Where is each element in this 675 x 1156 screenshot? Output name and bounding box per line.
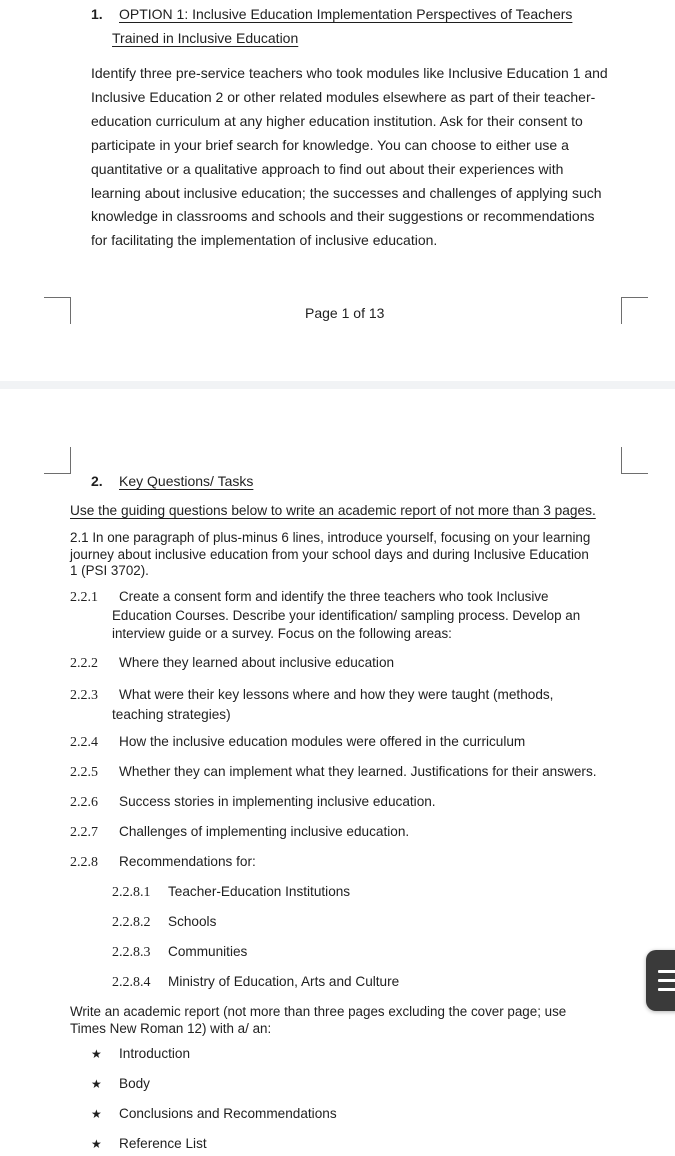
item-text: interview guide or a survey. Focus on the following areas: bbox=[112, 626, 452, 641]
option-title-line1: OPTION 1: Inclusive Education Implementation Perspectives of Teachers bbox=[119, 6, 573, 22]
item-text: Recommendations for: bbox=[119, 854, 256, 869]
subitem-number: 2.2.8.4 bbox=[112, 975, 151, 990]
subitem-number: 2.2.8.2 bbox=[112, 915, 151, 930]
page-corner-bottom-left bbox=[44, 297, 71, 324]
item-text: Create a consent form and identify the three teachers who took Inclusive bbox=[119, 589, 549, 604]
bullet-item bbox=[91, 1076, 150, 1091]
bullet-text: Body bbox=[119, 1076, 150, 1091]
item-2-2-1 bbox=[70, 588, 630, 643]
subitem-text: Communities bbox=[168, 944, 248, 959]
option-body-paragraph bbox=[91, 62, 611, 253]
page-label-prefix: Page bbox=[305, 305, 342, 321]
body-line: knowledge in classrooms and schools and their suggestions or recommendations bbox=[91, 208, 595, 225]
option-title-line2: Trained in Inclusive Education bbox=[112, 30, 299, 46]
item-text: Success stories in implementing inclusive education. bbox=[119, 794, 436, 809]
item-number: 2.2.8 bbox=[70, 855, 98, 870]
item-text: teaching strategies) bbox=[112, 707, 231, 722]
section-title: Key Questions/ Tasks bbox=[119, 473, 254, 489]
item-2-2-7 bbox=[70, 824, 409, 841]
item-text: Where they learned about inclusive education bbox=[119, 655, 395, 670]
report-line: Write an academic report (not more than three pages excluding the cover page; use bbox=[70, 1004, 567, 1019]
subitem-number: 2.2.8.3 bbox=[112, 945, 151, 960]
item-number: 2.2.2 bbox=[70, 656, 98, 671]
floating-menu-button[interactable] bbox=[646, 950, 675, 1011]
item-text: Whether they can implement what they learned. Justifications for their answers. bbox=[119, 764, 597, 779]
body-line: Identify three pre-service teachers who took modules like Inclusive Education 1 and bbox=[91, 65, 608, 81]
intro-line: 2.1 In one paragraph of plus-minus 6 lines, introduce yourself, focusing on your learning bbox=[70, 530, 591, 545]
item-number: 2.2.6 bbox=[70, 795, 98, 810]
item-number: 2.2.5 bbox=[70, 765, 98, 780]
intro-line: journey about inclusive education from your school days and during Inclusive Education bbox=[70, 546, 589, 562]
page-separator bbox=[0, 381, 675, 389]
page-label-mid: of bbox=[349, 305, 369, 321]
intro-line: 1 (PSI 3702). bbox=[70, 563, 149, 578]
page-number-footer bbox=[305, 305, 384, 321]
page-current: 1 bbox=[341, 305, 350, 321]
item-2-2-3 bbox=[70, 685, 553, 724]
page-corner-top-left bbox=[44, 447, 71, 474]
item-number: 2.2.3 bbox=[70, 688, 98, 703]
item-text: What were their key lessons where and how they were taught (methods, bbox=[119, 687, 554, 702]
hamburger-icon bbox=[658, 970, 675, 973]
intro-paragraph bbox=[70, 530, 630, 580]
item-text: Challenges of implementing inclusive education. bbox=[119, 824, 410, 839]
item-2-2-2 bbox=[70, 655, 394, 672]
body-line: quantitative or a qualitative approach to find out about their experiences with bbox=[91, 160, 564, 177]
bullet-text: Reference List bbox=[119, 1136, 207, 1151]
star-bullet-icon: ★ bbox=[91, 1107, 102, 1121]
item-text: How the inclusive education modules were offered in the curriculum bbox=[119, 734, 526, 749]
subitem-text: Teacher-Education Institutions bbox=[168, 884, 351, 899]
body-line: participate in your brief search for knowledge. You can choose to either use a bbox=[91, 136, 569, 153]
subitem-2-2-8-3 bbox=[112, 944, 247, 961]
bullet-item bbox=[91, 1106, 337, 1121]
bullet-text: Conclusions and Recommendations bbox=[119, 1106, 337, 1121]
report-line: Times New Roman 12) with a/ an: bbox=[70, 1020, 272, 1036]
subitem-text: Schools bbox=[168, 914, 217, 929]
star-bullet-icon: ★ bbox=[91, 1137, 102, 1151]
body-line: for facilitating the implementation of inclusive education. bbox=[91, 232, 438, 249]
body-line: learning about inclusive education; the successes and challenges of applying such bbox=[91, 184, 602, 201]
subitem-2-2-8-4 bbox=[112, 974, 399, 991]
page-total: 13 bbox=[368, 305, 385, 321]
bullet-item bbox=[91, 1046, 190, 1061]
star-bullet-icon: ★ bbox=[91, 1077, 102, 1091]
item-number: 2.2.4 bbox=[70, 735, 98, 750]
section-number: 2. bbox=[91, 473, 103, 489]
item-2-2-4 bbox=[70, 734, 525, 751]
bullet-text: Introduction bbox=[119, 1046, 191, 1061]
report-instructions bbox=[70, 1004, 630, 1037]
body-line: education curriculum at any higher education institution. Ask for their consent to bbox=[91, 112, 583, 129]
option-number: 1. bbox=[91, 6, 103, 22]
item-2-2-6 bbox=[70, 794, 436, 811]
bullet-item bbox=[91, 1136, 207, 1151]
star-bullet-icon: ★ bbox=[91, 1047, 102, 1061]
item-2-2-8 bbox=[70, 854, 256, 871]
page-corner-bottom-right bbox=[621, 297, 648, 324]
page-corner-top-right bbox=[621, 447, 648, 474]
subitem-number: 2.2.8.1 bbox=[112, 885, 151, 900]
item-2-2-5 bbox=[70, 764, 597, 781]
instruction-text: Use the guiding questions below to write an academic report of not more than 3 pages. bbox=[70, 503, 596, 518]
body-line: Inclusive Education 2 or other related modules elsewhere as part of their teacher- bbox=[91, 88, 596, 105]
item-number: 2.2.7 bbox=[70, 825, 98, 840]
subitem-text: Ministry of Education, Arts and Culture bbox=[168, 974, 400, 989]
subitem-2-2-8-1 bbox=[112, 884, 350, 901]
subitem-2-2-8-2 bbox=[112, 914, 216, 931]
item-text: Education Courses. Describe your identification/ sampling process. Develop an bbox=[112, 608, 581, 623]
hamburger-icon bbox=[658, 979, 675, 982]
item-number: 2.2.1 bbox=[70, 590, 98, 605]
hamburger-icon bbox=[658, 988, 675, 991]
